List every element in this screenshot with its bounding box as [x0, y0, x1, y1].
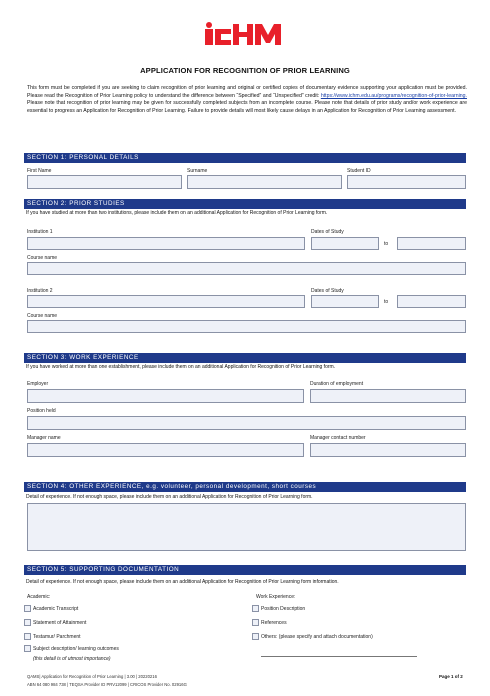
testamur-label: Testamur/ Parchment	[33, 634, 81, 640]
ichm-logo-graphic	[203, 22, 287, 46]
study-1-start-field[interactable]	[311, 237, 379, 250]
others-specify-line[interactable]	[261, 656, 417, 657]
section-3-header: SECTION 3: WORK EXPERIENCE	[24, 353, 466, 363]
section-2-header: SECTION 2: PRIOR STUDIES	[24, 199, 466, 209]
institution-2-label: Institution 2	[27, 288, 53, 294]
statement-of-attainment-label: Statement of Attainment	[33, 620, 87, 626]
course-name-2-label: Course name	[27, 313, 58, 319]
manager-contact-field[interactable]	[310, 443, 466, 457]
subject-description-checkbox[interactable]	[24, 645, 31, 652]
section-3-note: If you have worked at more than one establishment, please include them on an additional Application for Recognition of Prior Learning form.	[26, 364, 336, 370]
surname-field[interactable]	[187, 175, 342, 189]
student-id-label: Student ID	[347, 168, 371, 174]
student-id-field[interactable]	[347, 175, 466, 189]
course-name-2-field[interactable]	[27, 320, 466, 333]
dates-of-study-1-label: Dates of Study	[311, 229, 344, 235]
rpl-policy-link[interactable]: https://www.ichm.edu.au/programs/recognition-of-prior-learning.	[320, 92, 467, 99]
institution-1-label: Institution 1	[27, 229, 53, 235]
academic-transcript-checkbox[interactable]	[24, 605, 31, 612]
employer-label: Employer	[27, 381, 49, 387]
subject-description-hint: (this detail is of utmost importance)	[33, 656, 111, 662]
statement-of-attainment-checkbox[interactable]	[24, 619, 31, 626]
references-checkbox[interactable]	[252, 619, 259, 626]
first-name-label: First Name	[27, 168, 52, 174]
others-checkbox[interactable]	[252, 633, 259, 640]
intro-text-2: Please note that recognition of prior learning may be given for successfully completed subjects from an incomplete course. Please note that details of prior study and/or work experience are essential to progress an Application for Recognition of Prior Learning. Failure to provide details will most likely cause delays in an Application for Recognition of Prior Learning assessment.	[27, 100, 467, 114]
position-held-label: Position held	[27, 408, 56, 414]
employer-field[interactable]	[27, 389, 304, 403]
course-name-1-label: Course name	[27, 255, 58, 261]
other-experience-field[interactable]	[27, 503, 466, 551]
footer-provider-info: ABN 64 080 984 738 | TEQSA Provider ID PRV12099 | CRICOS Provider No. 02916G	[27, 682, 187, 687]
section-5-note: Detail of experience. If not enough space, please include them on an additional Application for Recognition of Prior Learning form information.	[26, 579, 339, 585]
manager-contact-label: Manager contact number	[310, 435, 366, 441]
intro-text-1: This form must be completed if you are seeking to claim recognition of prior learning and original or certified copies of documentary evidence supporting your application must be provided. Please read the Recognition of Prior Learning policy to understand the difference between “Specified” and “Unspecified” credit:	[27, 85, 467, 99]
section-4-header: SECTION 4: OTHER EXPERIENCE, e.g. volunteer, personal development, short courses	[24, 482, 466, 492]
subject-description-label: Subject description/ learning outcomes	[33, 646, 119, 652]
section-5-header: SECTION 5: SUPPORTING DOCUMENTATION	[24, 565, 466, 575]
work-experience-heading: Work Experience:	[256, 594, 296, 600]
course-name-1-field[interactable]	[27, 262, 466, 275]
section-4-note: Detail of experience. If not enough space, please include them on an additional Application for Recognition of Prior Learning form.	[26, 494, 313, 500]
study-1-end-field[interactable]	[397, 237, 466, 250]
first-name-field[interactable]	[27, 175, 182, 189]
testamur-checkbox[interactable]	[24, 633, 31, 640]
duration-field[interactable]	[310, 389, 466, 403]
position-description-checkbox[interactable]	[252, 605, 259, 612]
to-label-1: to	[384, 241, 389, 247]
form-title: APPLICATION FOR RECOGNITION OF PRIOR LEARNING	[140, 66, 350, 75]
surname-label: Surname	[187, 168, 208, 174]
manager-name-field[interactable]	[27, 443, 304, 457]
duration-label: Duration of employment	[310, 381, 364, 387]
manager-name-label: Manager name	[27, 435, 61, 441]
others-label: Others: (please specify and attach documentation)	[261, 634, 373, 640]
footer-doc-info: QAMS| Application for Recognition of Prior Learning | 3.00 | 20220216	[27, 674, 157, 679]
position-held-field[interactable]	[27, 416, 466, 430]
page-number: Page 1 of 2	[439, 674, 463, 679]
study-2-end-field[interactable]	[397, 295, 466, 308]
section-1-header: SECTION 1: PERSONAL DETAILS	[24, 153, 466, 163]
institution-2-field[interactable]	[27, 295, 305, 308]
section-2-note: If you have studied at more than two institutions, please include them on an additional Application for Recognition of Prior Learning form.	[26, 210, 328, 216]
ichm-logo	[0, 22, 490, 46]
references-label: References	[261, 620, 287, 626]
dates-of-study-2-label: Dates of Study	[311, 288, 344, 294]
institution-1-field[interactable]	[27, 237, 305, 250]
study-2-start-field[interactable]	[311, 295, 379, 308]
to-label-2: to	[384, 299, 389, 305]
position-description-label: Position Description	[261, 606, 306, 612]
academic-transcript-label: Academic Transcript	[33, 606, 79, 612]
intro-paragraph	[27, 85, 467, 115]
academic-heading: Academic:	[27, 594, 51, 600]
